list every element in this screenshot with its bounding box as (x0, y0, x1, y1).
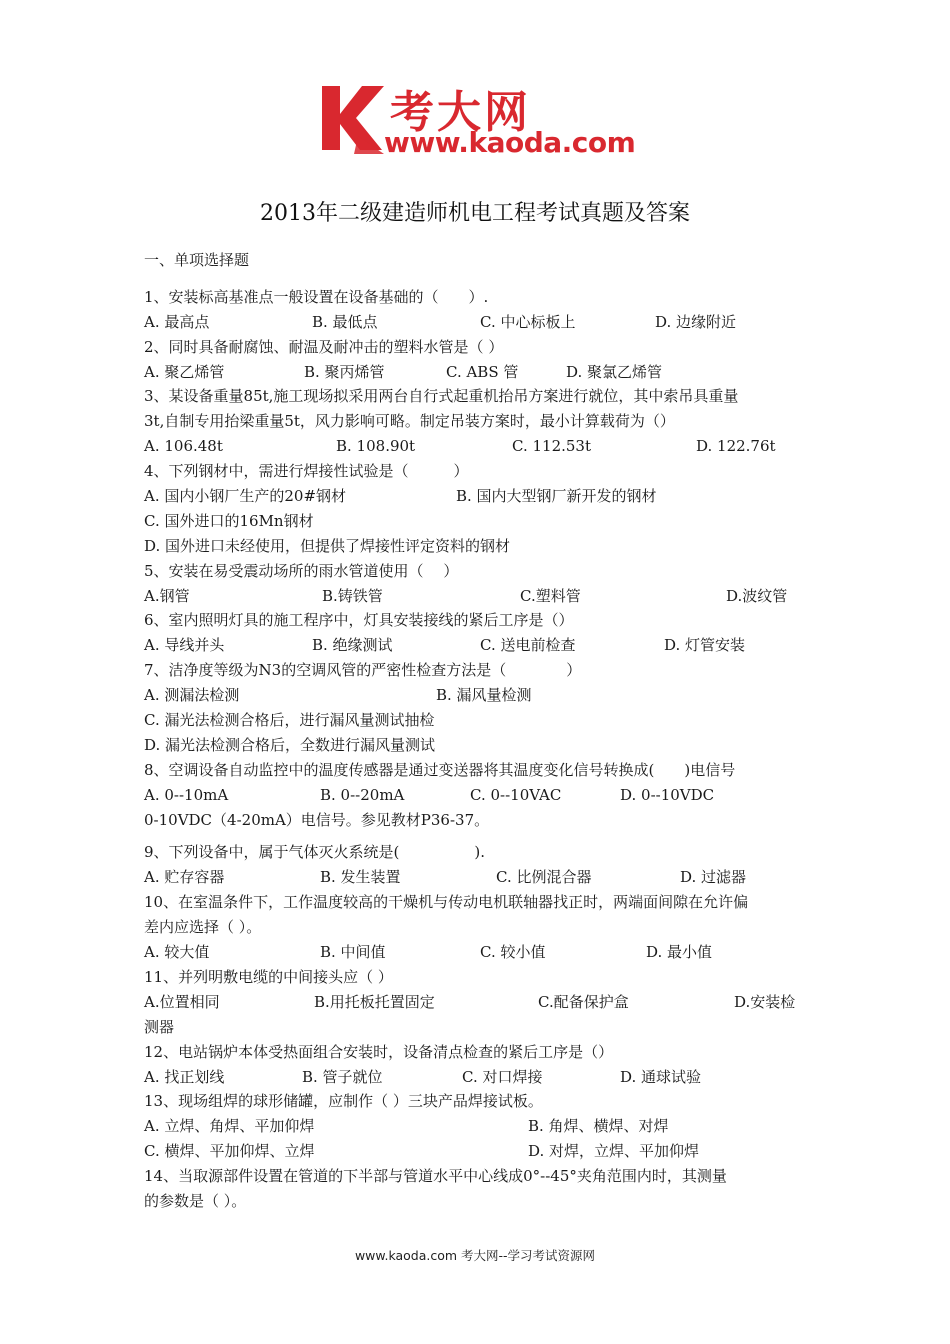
question-stem: 11、并列明敷电缆的中间接头应（ ） (144, 967, 393, 986)
option-d: D. 122.76t (696, 437, 776, 456)
option-a: A. 测漏法检测 (144, 686, 240, 705)
answer-note: 0-10VDC（4-20mA）电信号。参见教材P36-37。 (144, 810, 490, 829)
option-a: A. 找正划线 (144, 1067, 225, 1086)
option-a: A. 立焊、角焊、平加仰焊 (144, 1117, 315, 1136)
option-b: B.铸铁管 (322, 586, 383, 605)
page-footer: www.kaoda.com 考大网--学习考试资源网 (354, 1248, 596, 1263)
option-a: A. 106.48t (144, 437, 223, 456)
option-a: A. 聚乙烯管 (144, 362, 225, 381)
option-row (144, 434, 824, 459)
option-a: A. 最高点 (144, 312, 210, 331)
section-heading: 一、单项选择题 (144, 251, 250, 269)
option-c: C.配备保护盒 (538, 992, 629, 1011)
option-row (144, 584, 824, 609)
option-d: D. 漏光法检测合格后，全数进行漏风量测试 (144, 735, 436, 754)
kaoda-logo (318, 80, 648, 158)
question-stem: 差内应选择（ ）。 (144, 918, 262, 937)
option-d: D. 过滤器 (680, 868, 747, 887)
option-row (144, 683, 824, 708)
option-a: A. 国内小钢厂生产的20#钢材 (144, 487, 347, 506)
option-d: D. 边缘附近 (655, 312, 737, 331)
question-list (144, 248, 824, 1214)
option-row (144, 940, 824, 965)
option-b: B. 108.90t (336, 437, 416, 456)
option-c: C. 对口焊接 (462, 1067, 543, 1086)
option-b: B. 中间值 (320, 943, 386, 962)
option-c: C. 国外进口的16Mn钢材 (144, 511, 314, 530)
option-c: C. 较小值 (480, 943, 546, 962)
option-row (144, 1139, 824, 1164)
k-logo-icon (318, 80, 388, 156)
option-d: D. 最小值 (646, 943, 713, 962)
option-d: D. 聚氯乙烯管 (566, 362, 663, 381)
question-stem: 13、现场组焊的球形储罐，应制作（ ）三块产品焊接试板。 (144, 1092, 543, 1111)
question-stem: 7、洁净度等级为N3的空调风管的严密性检查方法是（ ） (144, 661, 582, 680)
option-b: B. 聚丙烯管 (304, 362, 385, 381)
option-b: B. 漏风量检测 (436, 686, 532, 705)
option-row (144, 783, 824, 808)
option-d: D. 通球试验 (620, 1067, 702, 1086)
option-d: D. 国外进口未经使用，但提供了焊接性评定资料的钢材 (144, 536, 511, 555)
option-row (144, 865, 824, 890)
option-b: B. 国内大型钢厂新开发的钢材 (456, 487, 657, 506)
option-row (144, 633, 824, 658)
option-row (144, 310, 824, 335)
question-stem: 6、室内照明灯具的施工程序中，灯具安装接线的紧后工序是（） (144, 611, 574, 630)
option-b: B. 管子就位 (302, 1067, 383, 1086)
logo-name: 考大网 (390, 87, 531, 138)
question-stem: 4、下列钢材中，需进行焊接性试验是（ ） (144, 462, 469, 481)
option-c: C. 112.53t (512, 437, 591, 456)
option-wrap: 测器 (144, 1017, 175, 1036)
option-row (144, 484, 824, 509)
option-a: A. 0--10mA (144, 785, 229, 804)
option-b: B. 最低点 (312, 312, 378, 331)
question-stem: 3、某设备重量85t,施工现场拟采用两台自行式起重机抬吊方案进行就位，其中索吊具重量 (144, 387, 739, 406)
option-c: C. 比例混合器 (496, 868, 592, 887)
option-c: C. 漏光法检测合格后，进行漏风量测试抽检 (144, 711, 435, 730)
option-c: C. ABS 管 (446, 362, 519, 381)
page-title: 2013年二级建造师机电工程考试真题及答案 (260, 201, 690, 226)
option-b: B. 绝缘测试 (312, 636, 393, 655)
option-c: C.塑料管 (520, 586, 581, 605)
question-stem: 12、电站锅炉本体受热面组合安装时，设备清点检查的紧后工序是（） (144, 1042, 614, 1061)
option-a: A.钢管 (144, 586, 190, 605)
question-stem: 的参数是（ ）。 (144, 1191, 247, 1210)
option-c: C. 0--10VAC (470, 785, 562, 804)
option-d: D. 对焊，立焊、平加仰焊 (528, 1142, 700, 1161)
option-row (144, 360, 824, 385)
question-stem: 5、安装在易受震动场所的雨水管道使用（ ） (144, 561, 459, 580)
logo-url: www.kaoda.com (384, 126, 636, 159)
question-stem: 9、下列设备中，属于气体灭火系统是( ). (144, 843, 486, 862)
question-stem: 14、当取源部件设置在管道的下半部与管道水平中心线成0°--45°夹角范围内时，其测量 (144, 1167, 727, 1186)
option-d: D. 灯管安装 (664, 636, 746, 655)
option-d: D. 0--10VDC (620, 785, 715, 804)
option-row (144, 1065, 824, 1090)
option-c: C. 送电前检查 (480, 636, 576, 655)
option-b: B.用托板托置固定 (314, 992, 435, 1011)
option-a: A. 导线并头 (144, 636, 225, 655)
option-a: A. 贮存容器 (144, 868, 225, 887)
option-b: B. 角焊、横焊、对焊 (528, 1117, 669, 1136)
option-c: C. 横焊、平加仰焊、立焊 (144, 1142, 315, 1161)
option-d: D.安装检 (734, 992, 796, 1011)
question-stem: 10、在室温条件下，工作温度较高的干燥机与传动电机联轴器找正时，两端面间隙在允许偏 (144, 893, 749, 912)
option-b: B. 发生装置 (320, 868, 401, 887)
option-row (144, 990, 824, 1015)
question-stem: 1、安装标高基准点一般设置在设备基础的（ ）. (144, 287, 489, 306)
question-stem: 2、同时具备耐腐蚀、耐温及耐冲击的塑料水管是（ ） (144, 337, 504, 356)
option-b: B. 0--20mA (320, 785, 405, 804)
option-d: D.波纹管 (726, 586, 788, 605)
option-a: A. 较大值 (144, 943, 210, 962)
question-stem: 8、空调设备自动监控中的温度传感器是通过变送器将其温度变化信号转换成( )电信号 (144, 760, 736, 779)
option-c: C. 中心标板上 (480, 312, 576, 331)
option-row (144, 1114, 824, 1139)
question-stem: 3t,自制专用抬梁重量5t，风力影响可略。制定吊装方案时，最小计算载荷为（） (144, 412, 675, 431)
option-a: A.位置相同 (144, 992, 220, 1011)
